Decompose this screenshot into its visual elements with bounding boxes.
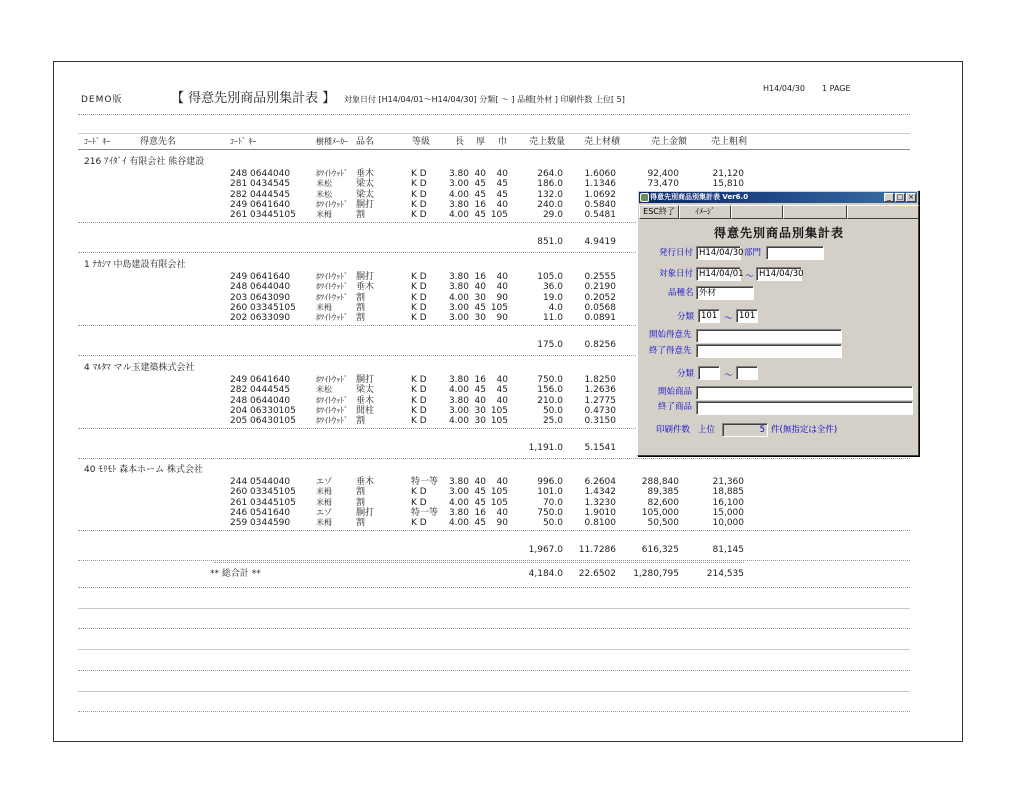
col-profit: 売上粗利 bbox=[711, 137, 748, 147]
grand-total-volume: 22.6502 bbox=[578, 569, 616, 579]
customer-name: 4 ﾏﾙﾀﾏ マル玉建築株式会社 bbox=[84, 363, 195, 373]
cell-width: 105 bbox=[490, 487, 508, 498]
cell-qty: 70.0 bbox=[542, 497, 563, 508]
cell-grade: K D bbox=[411, 169, 427, 179]
cell-grade: K D bbox=[411, 416, 427, 427]
dialog-heading: 得意先別商品別集計表 bbox=[713, 226, 844, 240]
cell-length: 3.80 bbox=[448, 395, 469, 406]
top-label: 上位 bbox=[698, 425, 716, 435]
cell-prod-code: 260 03345105 bbox=[230, 487, 296, 498]
cell-product: 割 bbox=[356, 313, 366, 324]
toolbar-button-4[interactable] bbox=[783, 205, 847, 219]
class-to-field[interactable]: 101 bbox=[736, 309, 758, 323]
cell-width: 90 bbox=[496, 518, 508, 529]
subtotal-qty: 1,967.0 bbox=[528, 545, 563, 555]
cell-thickness: 45 bbox=[474, 189, 486, 200]
cell-thickness: 45 bbox=[474, 302, 486, 313]
cell-product: 垂木 bbox=[356, 169, 375, 179]
dialog-title-bar[interactable] bbox=[639, 192, 917, 203]
cell-profit: 21,360 bbox=[712, 477, 744, 487]
cell-grade: 特一等 bbox=[411, 477, 439, 487]
grand-total-amount: 1,280,795 bbox=[633, 569, 679, 579]
cell-width: 40 bbox=[496, 507, 508, 518]
cell-thickness: 30 bbox=[474, 313, 486, 324]
ruled-line bbox=[78, 649, 910, 650]
cell-profit: 10,000 bbox=[712, 518, 744, 529]
cell-product: 間柱 bbox=[356, 405, 375, 416]
cell-thickness: 16 bbox=[474, 507, 486, 518]
cell-grade: K D bbox=[411, 395, 427, 406]
cust-end-field[interactable] bbox=[696, 344, 842, 358]
cell-width: 45 bbox=[496, 385, 508, 396]
cell-species: ﾎﾜｲﾄｳｯﾄﾞ bbox=[316, 199, 348, 209]
target-date-label: 対象日付 bbox=[659, 269, 694, 279]
cell-volume: 0.5840 bbox=[584, 199, 616, 210]
cell-product: 割 bbox=[356, 292, 366, 303]
cell-width: 40 bbox=[496, 375, 508, 385]
cell-species: 米栂 bbox=[316, 487, 332, 497]
cust-start-field[interactable] bbox=[696, 329, 842, 343]
cell-prod-code: 204 06330105 bbox=[230, 405, 296, 416]
cell-length: 4.00 bbox=[448, 497, 469, 508]
cell-thickness: 45 bbox=[474, 518, 486, 529]
report-dialog bbox=[637, 190, 919, 456]
cell-grade: K D bbox=[411, 272, 427, 282]
ruled-line bbox=[78, 608, 910, 609]
cell-product: 梁太 bbox=[356, 385, 375, 396]
customer-name: 40 ﾓﾘﾓﾄ 森本ホーム 株式会社 bbox=[84, 465, 204, 475]
cell-qty: 50.0 bbox=[542, 518, 563, 529]
cell-qty: 996.0 bbox=[537, 477, 563, 487]
cell-qty: 19.0 bbox=[542, 292, 563, 303]
group-rule bbox=[78, 530, 910, 531]
cell-qty: 36.0 bbox=[542, 282, 563, 293]
cell-prod-code: 259 0344590 bbox=[230, 518, 291, 529]
ruled-line bbox=[78, 587, 910, 588]
cell-width: 40 bbox=[496, 282, 508, 293]
cell-prod-code: 205 06430105 bbox=[230, 416, 296, 427]
subtotal-qty: 1,191.0 bbox=[528, 443, 563, 453]
cell-product: 垂木 bbox=[356, 282, 375, 293]
cell-width: 105 bbox=[490, 416, 508, 427]
subtotal-volume: 4.9419 bbox=[584, 237, 616, 247]
cell-volume: 0.0568 bbox=[584, 302, 616, 313]
cell-grade: K D bbox=[411, 487, 427, 498]
cell-product: 割 bbox=[356, 210, 366, 221]
cell-product: 割 bbox=[356, 416, 366, 427]
subtotal-qty: 851.0 bbox=[537, 237, 563, 247]
column-rule-top bbox=[78, 133, 910, 134]
cell-prod-code: 260 03345105 bbox=[230, 302, 296, 313]
cell-thickness: 40 bbox=[474, 282, 486, 293]
cell-width: 90 bbox=[496, 292, 508, 303]
cell-volume: 1.0692 bbox=[584, 189, 616, 200]
col-length: 長 bbox=[455, 137, 465, 147]
print-count-label: 印刷件数 bbox=[656, 425, 691, 435]
col-width: 巾 bbox=[498, 137, 508, 147]
cell-species: ﾎﾜｲﾄｳｯﾄﾞ bbox=[316, 395, 348, 405]
class2-from-field[interactable] bbox=[698, 366, 720, 380]
cell-profit: 16,100 bbox=[712, 497, 744, 508]
cell-qty: 11.0 bbox=[542, 313, 563, 324]
cell-prod-code: 249 0641640 bbox=[230, 375, 291, 385]
cell-width: 105 bbox=[490, 405, 508, 416]
cell-grade: 特一等 bbox=[411, 507, 439, 518]
cell-length: 3.80 bbox=[448, 477, 469, 487]
col-grade: 等級 bbox=[412, 137, 431, 147]
cell-profit: 15,810 bbox=[712, 179, 744, 190]
cell-product: 垂木 bbox=[356, 395, 375, 406]
cell-thickness: 40 bbox=[474, 169, 486, 179]
cell-grade: K D bbox=[411, 375, 427, 385]
cell-qty: 750.0 bbox=[537, 507, 563, 518]
demo-label: DEMO版 bbox=[81, 95, 123, 105]
range-tilde: 〜 bbox=[745, 272, 755, 282]
target-date-from-field[interactable]: H14/04/01 bbox=[696, 267, 741, 281]
cell-length: 4.00 bbox=[448, 292, 469, 303]
cell-species: ﾎﾜｲﾄｳｯﾄﾞ bbox=[316, 416, 348, 426]
cell-length: 3.00 bbox=[448, 313, 469, 324]
cell-width: 105 bbox=[490, 210, 508, 221]
cell-volume: 0.2052 bbox=[584, 292, 616, 303]
cell-product: 割 bbox=[356, 497, 366, 508]
cell-grade: K D bbox=[411, 497, 427, 508]
cell-length: 3.80 bbox=[448, 507, 469, 518]
cell-species: 米栂 bbox=[316, 497, 332, 507]
cell-qty: 101.0 bbox=[537, 487, 563, 498]
cell-thickness: 40 bbox=[474, 477, 486, 487]
cell-volume: 0.4730 bbox=[584, 405, 616, 416]
col-amount: 売上金額 bbox=[651, 137, 688, 147]
cell-species: 米栂 bbox=[316, 210, 332, 220]
col-qty: 売上数量 bbox=[529, 137, 566, 147]
class2-tilde: 〜 bbox=[724, 371, 734, 381]
cell-species: エゾ bbox=[316, 477, 332, 486]
dept-label: 部門 bbox=[744, 248, 762, 258]
kind-field[interactable]: 外材 bbox=[696, 286, 754, 300]
cell-species: ﾎﾜｲﾄｳｯﾄﾞ bbox=[316, 292, 348, 302]
cell-grade: K D bbox=[411, 385, 427, 396]
cell-length: 4.00 bbox=[448, 189, 469, 200]
col-cust-code: ｺｰﾄﾞ ｷｰ bbox=[84, 137, 111, 146]
col-species: 樹種ﾒｰｶｰ bbox=[316, 137, 348, 146]
cell-species: 米松 bbox=[316, 189, 332, 199]
col-volume: 売上材積 bbox=[584, 137, 621, 147]
prod-start-field[interactable] bbox=[696, 386, 913, 400]
cell-qty: 240.0 bbox=[537, 199, 563, 210]
cell-species: 米栂 bbox=[316, 302, 332, 312]
cell-grade: K D bbox=[411, 282, 427, 293]
cell-prod-code: 248 0644040 bbox=[230, 282, 291, 293]
subtotal-profit: 81,145 bbox=[712, 545, 744, 555]
subtotal-qty: 175.0 bbox=[537, 340, 563, 350]
cell-qty: 29.0 bbox=[542, 210, 563, 221]
cell-volume: 1.9010 bbox=[584, 507, 616, 518]
cell-thickness: 16 bbox=[474, 375, 486, 385]
cell-prod-code: 261 03445105 bbox=[230, 210, 296, 221]
cell-thickness: 45 bbox=[474, 179, 486, 190]
cell-product: 割 bbox=[356, 302, 366, 313]
cell-product: 垂木 bbox=[356, 477, 375, 487]
cell-length: 3.00 bbox=[448, 487, 469, 498]
dialog-title: 得意先別商品別集計表 Ver6.0 bbox=[650, 193, 749, 201]
cell-thickness: 40 bbox=[474, 395, 486, 406]
class-from-field[interactable]: 101 bbox=[698, 309, 720, 323]
issue-date-label: 発行日付 bbox=[659, 248, 694, 258]
cell-volume: 1.6060 bbox=[584, 169, 616, 179]
class-label: 分類 bbox=[677, 312, 695, 322]
cell-product: 割 bbox=[356, 518, 366, 529]
cell-width: 40 bbox=[496, 477, 508, 487]
cell-amount: 89,385 bbox=[647, 487, 679, 498]
prod-end-label: 終了商品 bbox=[658, 402, 693, 412]
maximize-button[interactable]: □ bbox=[896, 193, 904, 201]
customer-name: 1 ﾅｶｼﾏ 中島建設有限会社 bbox=[84, 260, 186, 270]
cell-species: 米松 bbox=[316, 179, 332, 189]
cell-volume: 0.2190 bbox=[584, 282, 616, 293]
cell-profit: 21,120 bbox=[712, 169, 744, 179]
cell-width: 40 bbox=[496, 199, 508, 210]
cell-thickness: 30 bbox=[474, 416, 486, 427]
cell-prod-code: 261 03445105 bbox=[230, 497, 296, 508]
ruled-line bbox=[78, 711, 910, 712]
cell-grade: K D bbox=[411, 313, 427, 324]
cell-width: 105 bbox=[490, 302, 508, 313]
cell-species: ﾎﾜｲﾄｳｯﾄﾞ bbox=[316, 313, 348, 323]
cell-species: 米松 bbox=[316, 385, 332, 395]
cell-product: 胴打 bbox=[356, 199, 375, 210]
cell-qty: 210.0 bbox=[537, 395, 563, 406]
cell-length: 3.00 bbox=[448, 179, 469, 190]
cell-profit: 18,885 bbox=[712, 487, 744, 498]
cust-start-label: 開始得意先 bbox=[649, 330, 692, 340]
cell-width: 90 bbox=[496, 313, 508, 324]
cell-volume: 6.2604 bbox=[584, 477, 616, 487]
app-icon bbox=[640, 193, 649, 202]
grand-total-qty: 4,184.0 bbox=[528, 569, 563, 579]
cell-product: 胴打 bbox=[356, 272, 375, 282]
cell-length: 3.80 bbox=[448, 199, 469, 210]
cell-prod-code: 281 0434545 bbox=[230, 179, 291, 190]
cell-species: ﾎﾜｲﾄｳｯﾄﾞ bbox=[316, 272, 348, 281]
cell-amount: 50,500 bbox=[647, 518, 679, 529]
header-divider bbox=[78, 114, 910, 115]
toolbar-button-3[interactable] bbox=[731, 205, 783, 219]
class2-to-field[interactable] bbox=[736, 366, 758, 380]
subtotal-volume: 0.8256 bbox=[584, 340, 616, 350]
cell-prod-code: 249 0641640 bbox=[230, 272, 291, 282]
cell-prod-code: 282 0444545 bbox=[230, 385, 291, 396]
kind-label: 品種名 bbox=[668, 288, 694, 298]
cell-thickness: 45 bbox=[474, 497, 486, 508]
ruled-line bbox=[78, 670, 910, 671]
cell-product: 割 bbox=[356, 487, 366, 498]
cell-width: 45 bbox=[496, 179, 508, 190]
cell-grade: K D bbox=[411, 189, 427, 200]
cell-qty: 186.0 bbox=[537, 179, 563, 190]
subtotal-volume: 11.7286 bbox=[578, 545, 616, 555]
cell-thickness: 16 bbox=[474, 272, 486, 282]
cell-prod-code: 244 0544040 bbox=[230, 477, 291, 487]
close-button[interactable]: × bbox=[906, 193, 916, 202]
cell-prod-code: 246 0541640 bbox=[230, 507, 291, 518]
cell-width: 40 bbox=[496, 169, 508, 179]
cell-qty: 264.0 bbox=[537, 169, 563, 179]
subtotal-amount: 616,325 bbox=[641, 545, 679, 555]
group-end-rule bbox=[78, 560, 910, 561]
cell-amount: 82,600 bbox=[647, 497, 679, 508]
cell-length: 4.00 bbox=[448, 385, 469, 396]
customer-name: 216 ｱｲﾀﾞｲ 有限会社 熊谷建設 bbox=[84, 157, 205, 167]
cell-prod-code: 248 0644040 bbox=[230, 395, 291, 406]
cell-amount: 92,400 bbox=[647, 169, 679, 179]
target-date-to-field[interactable]: H14/04/30 bbox=[756, 267, 802, 281]
grand-total-label: ** 総合計 ** bbox=[210, 569, 261, 579]
cell-thickness: 30 bbox=[474, 292, 486, 303]
cell-grade: K D bbox=[411, 302, 427, 313]
cell-volume: 0.2555 bbox=[584, 272, 616, 282]
column-rule-bottom bbox=[78, 149, 910, 150]
cust-end-label: 終了得意先 bbox=[649, 346, 692, 356]
cell-grade: K D bbox=[411, 405, 427, 416]
cell-volume: 0.3150 bbox=[584, 416, 616, 427]
col-cust-name: 得意先名 bbox=[140, 137, 177, 147]
prod-end-field[interactable] bbox=[696, 401, 913, 415]
cell-grade: K D bbox=[411, 292, 427, 303]
group-end-rule bbox=[78, 458, 910, 459]
print-count-field[interactable]: 5 bbox=[722, 423, 768, 437]
class2-label: 分類 bbox=[677, 369, 695, 379]
cell-species: 米栂 bbox=[316, 518, 332, 528]
cell-volume: 1.1346 bbox=[584, 179, 616, 190]
cell-length: 3.80 bbox=[448, 282, 469, 293]
cell-width: 45 bbox=[496, 189, 508, 200]
report-title: 【 得意先別商品別集計表 】 bbox=[171, 91, 336, 106]
cell-grade: K D bbox=[411, 179, 427, 190]
ruled-line bbox=[78, 691, 910, 692]
cell-volume: 0.8100 bbox=[584, 518, 616, 529]
cell-qty: 4.0 bbox=[548, 302, 563, 313]
toolbar-button-5[interactable] bbox=[847, 205, 919, 219]
cell-prod-code: 203 0643090 bbox=[230, 292, 291, 303]
cell-prod-code: 282 0444545 bbox=[230, 189, 291, 200]
cell-amount: 73,470 bbox=[647, 179, 679, 190]
cell-volume: 1.2636 bbox=[584, 385, 616, 396]
cell-qty: 750.0 bbox=[537, 375, 563, 385]
cell-width: 40 bbox=[496, 272, 508, 282]
report-criteria: 対象日付 [H14/04/01〜H14/04/30] 分類[ 〜 ] 品種[外材 ] 印刷件数 上位[ 5] bbox=[344, 95, 625, 104]
subtotal-volume: 5.1541 bbox=[584, 443, 616, 453]
cell-amount: 105,000 bbox=[641, 507, 679, 518]
cell-grade: K D bbox=[411, 518, 427, 529]
prod-start-label: 開始商品 bbox=[658, 387, 693, 397]
cell-profit: 15,000 bbox=[712, 507, 744, 518]
cell-length: 3.80 bbox=[448, 169, 469, 179]
cell-grade: K D bbox=[411, 210, 427, 221]
cell-species: ﾎﾜｲﾄｳｯﾄﾞ bbox=[316, 169, 348, 178]
cell-qty: 105.0 bbox=[537, 272, 563, 282]
cell-species: ﾎﾜｲﾄｳｯﾄﾞ bbox=[316, 405, 348, 415]
cell-length: 4.00 bbox=[448, 210, 469, 221]
cell-prod-code: 202 0633090 bbox=[230, 313, 291, 324]
cell-qty: 50.0 bbox=[542, 405, 563, 416]
page-number: 1 PAGE bbox=[822, 84, 851, 93]
cell-amount: 288,840 bbox=[641, 477, 679, 487]
cell-product: 胴打 bbox=[356, 375, 375, 385]
ruled-line bbox=[78, 628, 910, 629]
cell-qty: 156.0 bbox=[537, 385, 563, 396]
cell-volume: 1.8250 bbox=[584, 375, 616, 385]
cell-length: 3.00 bbox=[448, 405, 469, 416]
cell-species: ﾎﾜｲﾄｳｯﾄﾞ bbox=[316, 375, 348, 384]
cell-volume: 0.5481 bbox=[584, 210, 616, 221]
report-date: H14/04/30 bbox=[763, 84, 805, 93]
cell-length: 4.00 bbox=[448, 416, 469, 427]
grand-total-profit: 214,535 bbox=[706, 569, 744, 579]
cell-length: 3.80 bbox=[448, 272, 469, 282]
cell-length: 3.00 bbox=[448, 302, 469, 313]
esc-exit-button[interactable]: ESC終了 bbox=[639, 205, 679, 219]
col-thickness: 厚 bbox=[476, 137, 486, 147]
cell-product: 梁太 bbox=[356, 179, 375, 190]
dept-field[interactable] bbox=[766, 246, 824, 260]
cell-volume: 1.2775 bbox=[584, 395, 616, 406]
cell-thickness: 45 bbox=[474, 487, 486, 498]
cell-prod-code: 249 0641640 bbox=[230, 199, 291, 210]
cell-product: 梁太 bbox=[356, 189, 375, 200]
cell-volume: 0.0891 bbox=[584, 313, 616, 324]
cell-width: 40 bbox=[496, 395, 508, 406]
cell-product: 胴打 bbox=[356, 507, 375, 518]
cell-species: ﾎﾜｲﾄｳｯﾄﾞ bbox=[316, 282, 348, 292]
cell-species: エゾ bbox=[316, 507, 332, 517]
grand-total-rule bbox=[214, 562, 744, 563]
col-prod-code: ｺｰﾄﾞ ｷｰ bbox=[230, 137, 257, 146]
cell-qty: 25.0 bbox=[542, 416, 563, 427]
cell-prod-code: 248 0644040 bbox=[230, 169, 291, 179]
class-tilde: 〜 bbox=[724, 314, 734, 324]
image-preview-button[interactable]: ｲﾒｰｼﾞ bbox=[679, 205, 731, 219]
cell-width: 105 bbox=[490, 497, 508, 508]
cell-volume: 1.3230 bbox=[584, 497, 616, 508]
issue-date-field[interactable]: H14/04/30 bbox=[696, 246, 741, 260]
cell-grade: K D bbox=[411, 199, 427, 210]
cell-thickness: 45 bbox=[474, 385, 486, 396]
print-note: 件(無指定は全件) bbox=[771, 425, 838, 435]
cell-length: 3.80 bbox=[448, 375, 469, 385]
minimize-button[interactable]: _ bbox=[884, 193, 894, 202]
cell-qty: 132.0 bbox=[537, 189, 563, 200]
cell-thickness: 16 bbox=[474, 199, 486, 210]
cell-thickness: 45 bbox=[474, 210, 486, 221]
cell-thickness: 30 bbox=[474, 405, 486, 416]
cell-length: 4.00 bbox=[448, 518, 469, 529]
cell-volume: 1.4342 bbox=[584, 487, 616, 498]
col-product: 品名 bbox=[356, 137, 375, 147]
